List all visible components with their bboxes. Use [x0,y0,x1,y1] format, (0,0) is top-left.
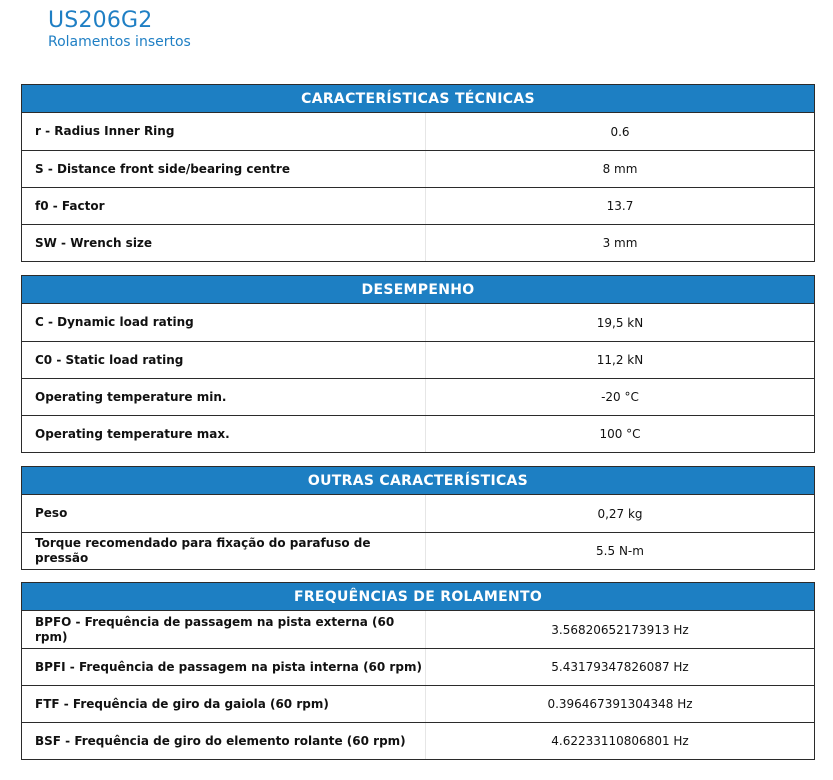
row-label: BSF - Frequência de giro do elemento rolante (60 rpm) [22,723,426,759]
row-value: 3 mm [602,236,638,250]
table-row [22,187,814,224]
row-label: BPFI - Frequência de passagem na pista interna (60 rpm) [22,649,426,685]
row-value: 3.56820652173913 Hz [551,622,689,637]
table-row [22,224,814,261]
table-row [22,685,814,722]
row-value: 11,2 kN [596,353,644,367]
table-row [22,378,814,415]
row-label: Torque recomendado para fixação do parafuso de pressão [22,533,426,569]
row-label: C - Dynamic load rating [22,304,426,341]
row-label: FTF - Frequência de giro da gaiola (60 rpm) [22,686,426,722]
row-label: BPFO - Frequência de passagem na pista externa (60 rpm) [22,611,426,648]
table-row [22,722,814,759]
section-header: DESEMPENHO [22,276,814,304]
table-row [22,415,814,452]
table-row [22,304,814,341]
page-header [48,8,191,51]
row-value: 0.396467391304348 Hz [547,697,693,711]
bearing-frequencies-table [21,582,815,760]
row-value: 13.7 [606,199,634,213]
table-row [22,648,814,685]
row-value: 5.43179347826087 Hz [551,660,689,674]
row-label: S - Distance front side/bearing centre [22,151,426,187]
row-label: r - Radius Inner Ring [22,113,426,150]
section-header: OUTRAS CARACTERÍSTICAS [22,467,814,495]
row-value: 4.62233110806801 Hz [551,734,689,748]
row-value: 0.6 [610,124,630,139]
row-value: 100 °C [599,427,641,441]
row-label: Operating temperature max. [22,416,426,452]
table-row [22,150,814,187]
row-label: SW - Wrench size [22,225,426,261]
technical-characteristics-table [21,84,815,262]
table-row [22,611,814,648]
other-characteristics-table [21,466,815,570]
section-header: CARACTERÍSTICAS TÉCNICAS [22,85,814,113]
row-value: 8 mm [602,162,638,176]
performance-table [21,275,815,453]
row-label: Operating temperature min. [22,379,426,415]
section-header: FREQUÊNCIAS DE ROLAMENTO [22,583,814,611]
row-value: 19,5 kN [596,315,644,330]
table-row [22,532,814,569]
product-category: Rolamentos insertos [48,34,191,50]
table-row [22,341,814,378]
row-value: -20 °C [601,390,639,404]
table-row [22,495,814,532]
product-title: US206G2 [48,8,153,33]
row-value: 0,27 kg [597,506,643,521]
row-label: Peso [22,495,426,532]
row-value: 5.5 N-m [596,544,644,558]
row-label: f0 - Factor [22,188,426,224]
row-label: C0 - Static load rating [22,342,426,378]
table-row [22,113,814,150]
